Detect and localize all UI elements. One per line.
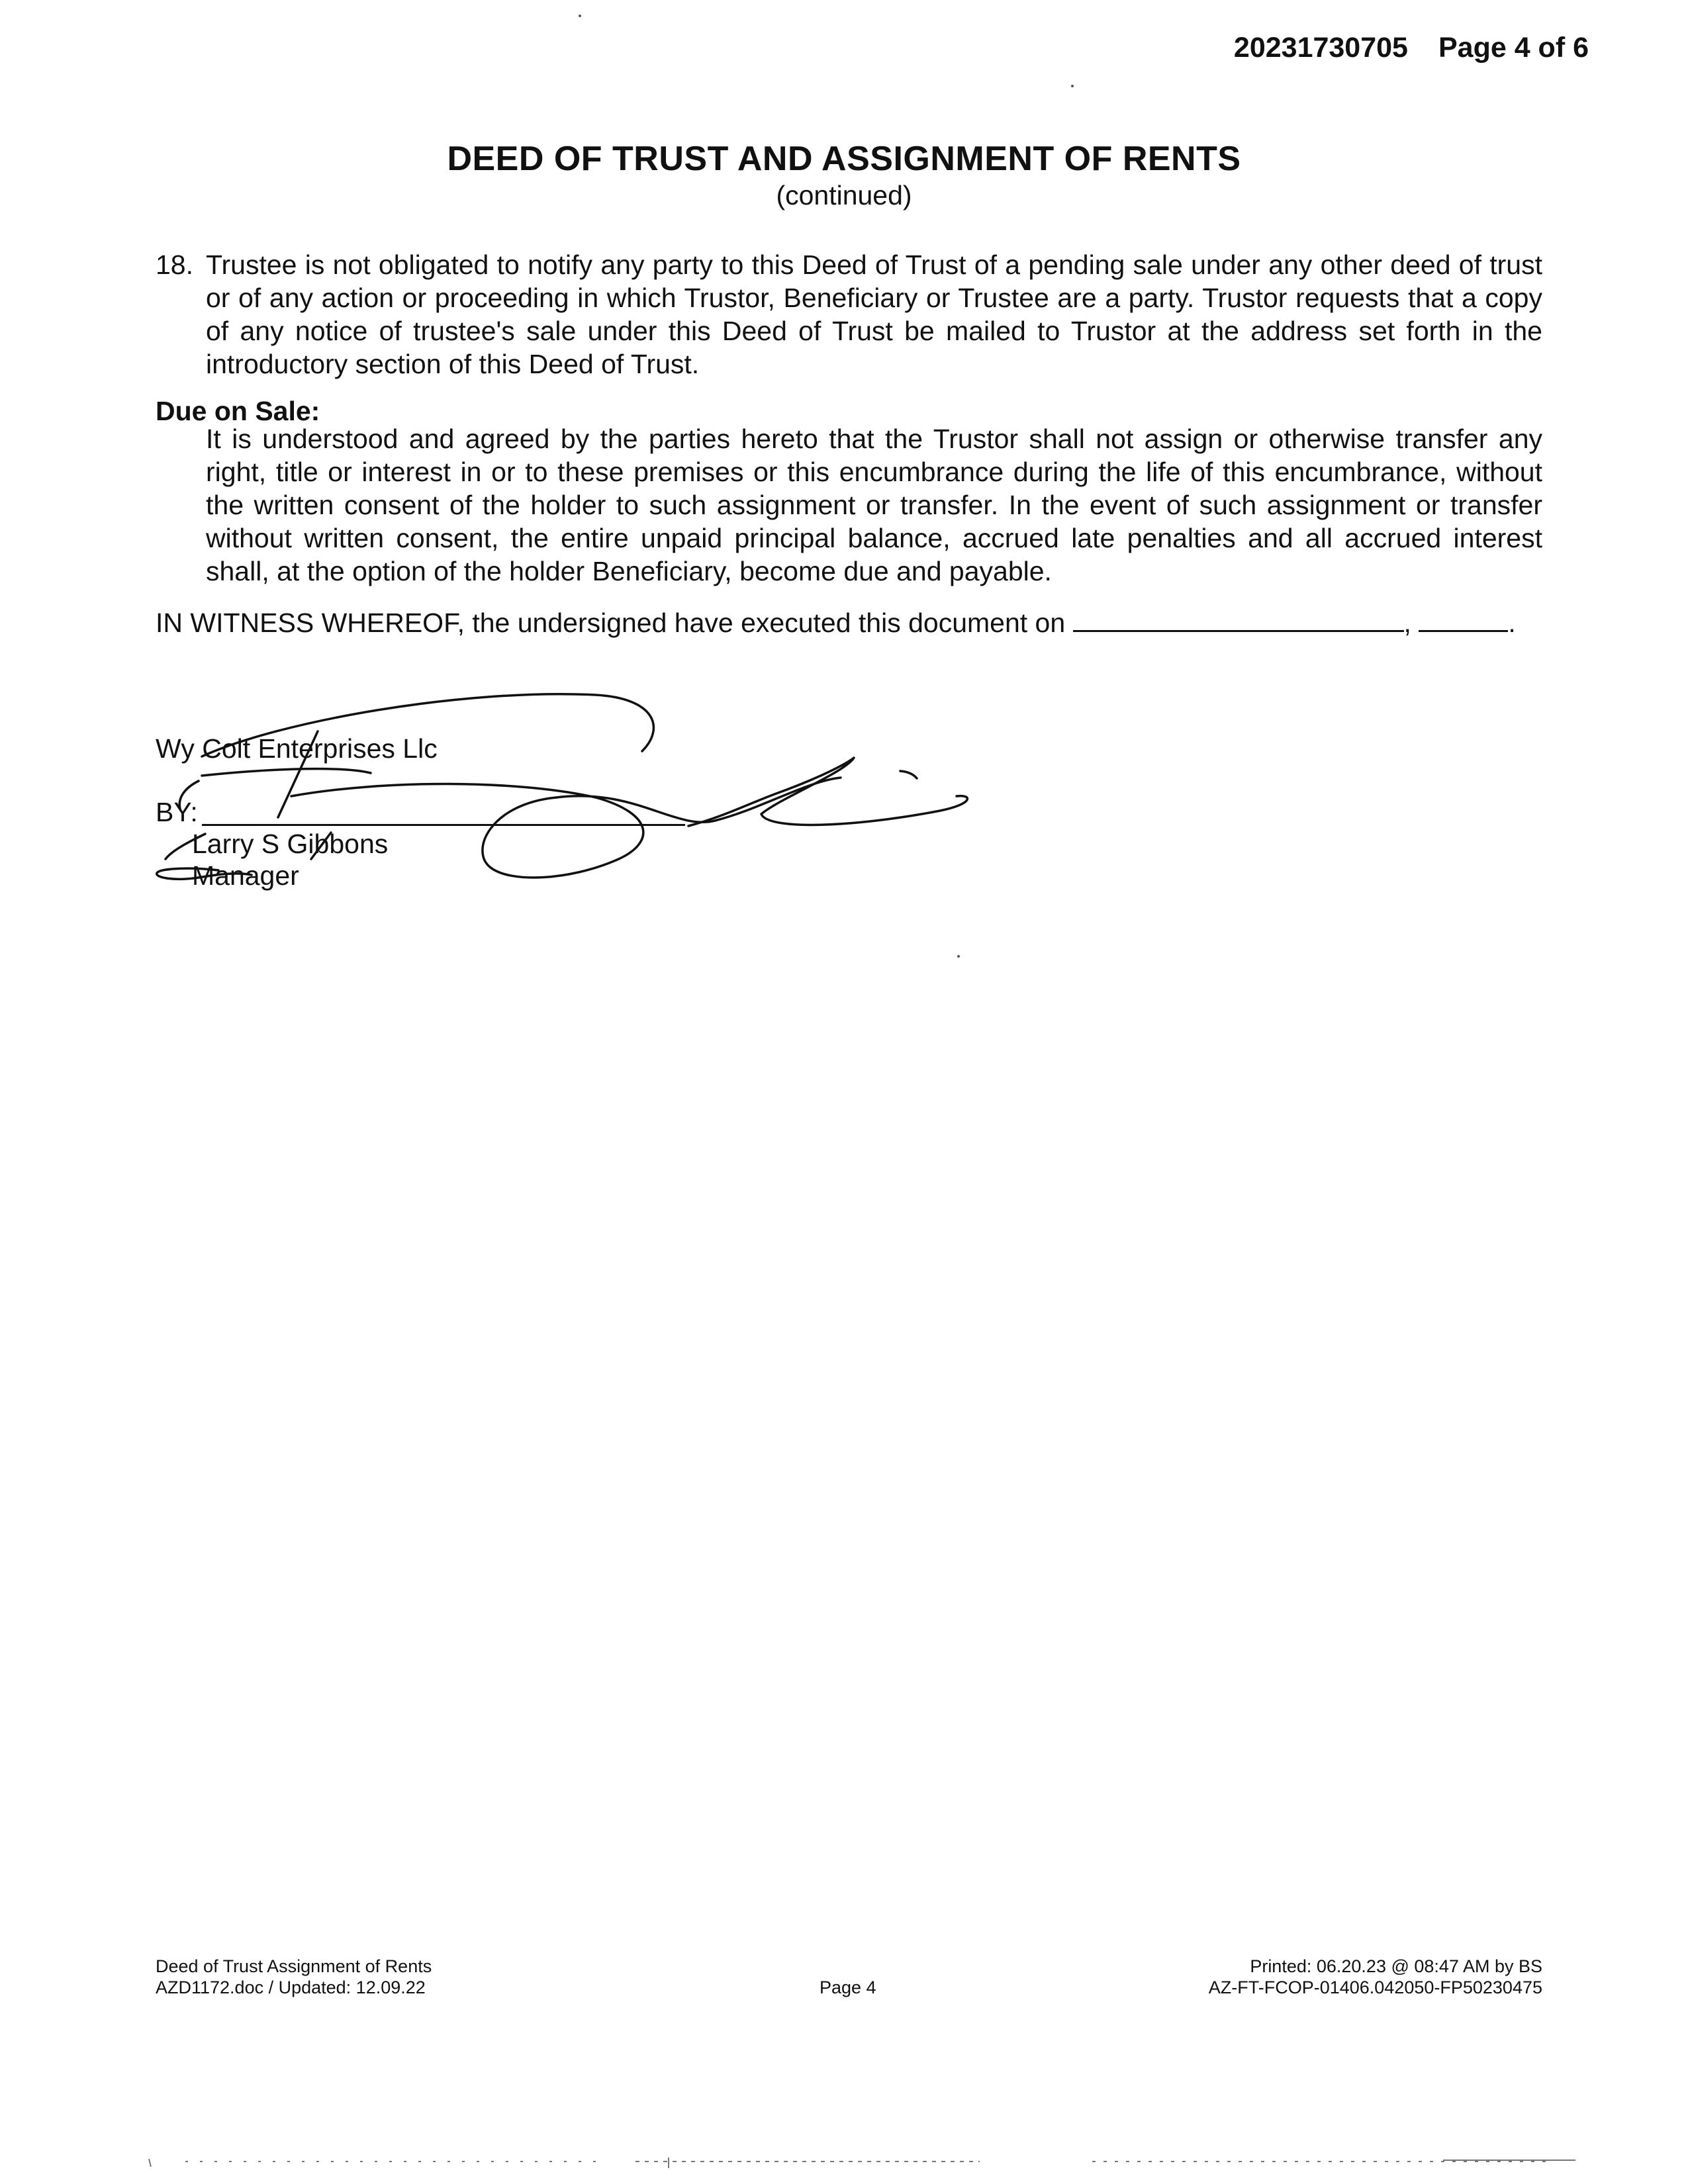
signer-name: Larry S Gibbons — [192, 829, 389, 859]
footer-doc-version: AZD1172.doc / Updated: 12.09.22 — [156, 1978, 426, 1997]
witness-period: . — [1508, 608, 1516, 638]
scan-artifact-line — [0, 2144, 1688, 2171]
witness-text: IN WITNESS WHEREOF, the undersigned have executed this document on — [156, 608, 1066, 638]
recording-number: 20231730705 — [1233, 32, 1408, 64]
page-indicator: Page 4 of 6 — [1438, 32, 1589, 64]
signer-title: Manager — [192, 860, 299, 891]
footer-printed-info: Printed: 06.20.23 @ 08:47 AM by BS — [1250, 1956, 1542, 1976]
section-18-text: Trustee is not obligated to notify any party to this Deed of Trust of a pending sale under any other deed of trust or of any action or proceeding in which Trustor, Beneficiary or Trustee are a party. Trustor requests that a copy of any notice of trustee's sale under this Deed of Trust be mailed to Trustor at the address set forth in the introductory section of this Deed of Trust. — [206, 250, 1542, 379]
entity-name: Wy Colt Enterprises Llc — [156, 733, 438, 764]
footer-doc-title: Deed of Trust Assignment of Rents — [156, 1956, 432, 1976]
by-label: BY: — [156, 797, 198, 827]
due-on-sale-heading: Due on Sale: — [156, 396, 320, 426]
footer-right — [1209, 1956, 1542, 1998]
section-18-number: 18. — [156, 250, 193, 280]
footer-file-number: AZ-FT-FCOP-01406.042050-FP50230475 — [1208, 1978, 1542, 1997]
document-subtitle: (continued) — [776, 180, 912, 210]
witness-comma: , — [1403, 608, 1411, 638]
footer-left — [156, 1956, 432, 1998]
footer-page-number: Page 4 — [820, 1978, 876, 1997]
handwritten-signature — [0, 0, 1688, 960]
due-on-sale-text: It is understood and agreed by the parties hereto that the Trustor shall not assign or otherwise transfer any right, title or interest in or to these premises or this encumbrance during the life of this encumbrance, without the written consent of the holder to such assignment or transfer. In the event of such assignment or transfer without written consent, the entire unpaid principal balance, accrued late penalties and all accrued interest shall, at the option of the holder Beneficiary, become due and payable. — [206, 424, 1542, 586]
document-title: DEED OF TRUST AND ASSIGNMENT OF RENTS — [447, 140, 1241, 178]
